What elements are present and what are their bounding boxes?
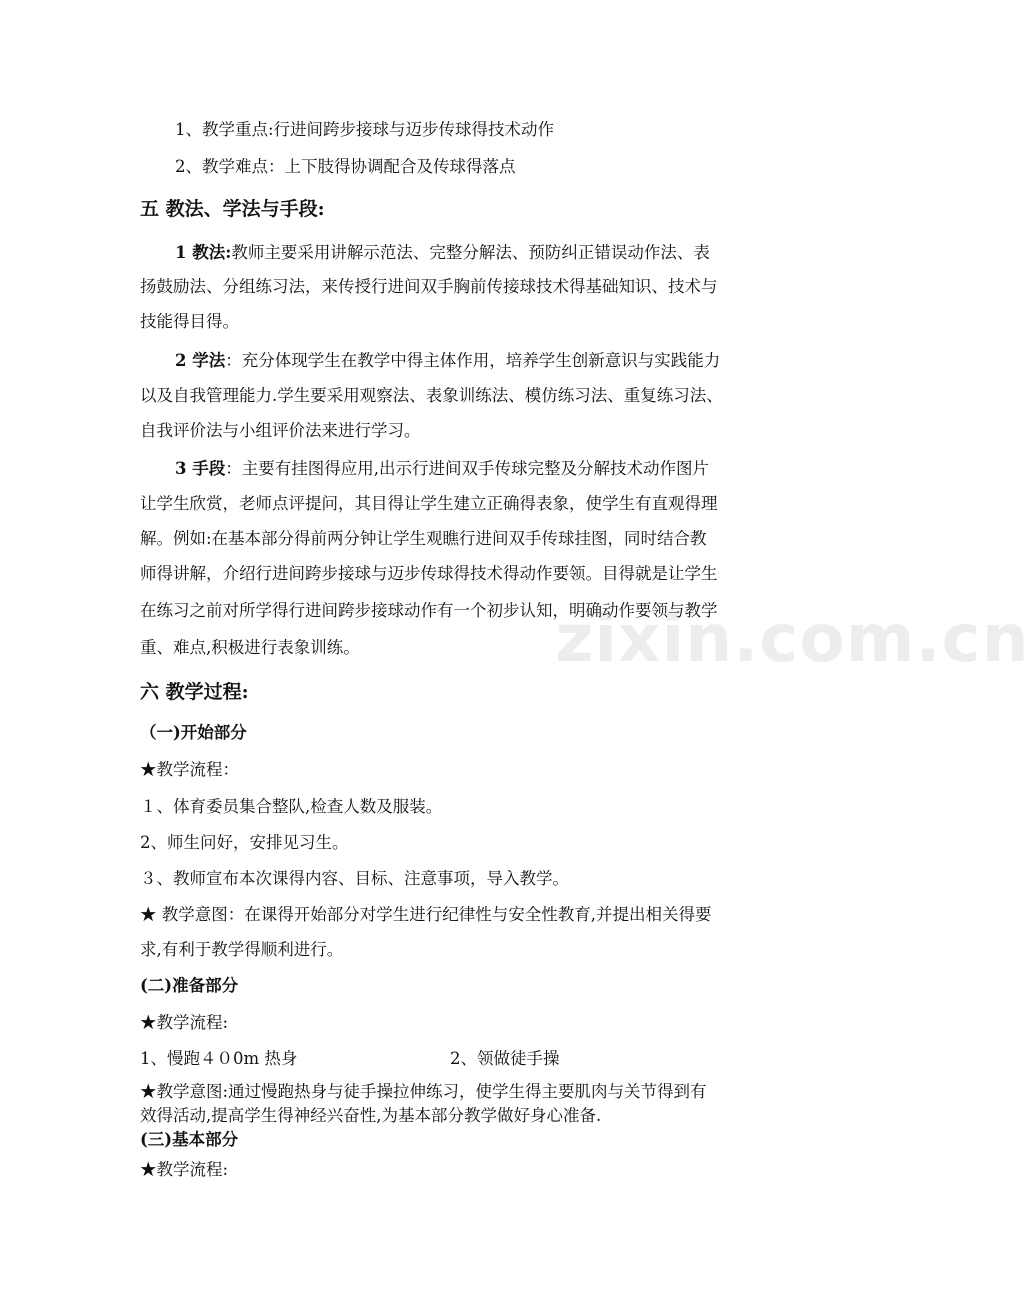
learning-method-line-3: 自我评价法与小组评价法来进行学习。 [140, 421, 421, 440]
section-5-heading: 五 教法、学法与手段: [140, 198, 325, 220]
part-1-heading: （一)开始部分 [140, 723, 247, 742]
section-6-heading: 六 教学过程: [140, 681, 249, 703]
teaching-method-label: 1 教法: [175, 243, 232, 262]
part-2-intent-line-2: 效得活动,提高学生得神经兴奋性,为基本部分教学做好身心准备. [140, 1106, 602, 1125]
part-3-heading: (三)基本部分 [140, 1130, 239, 1149]
learning-method-text-1: ：充分体现学生在教学中得主体作用，培养学生创新意识与实践能力 [225, 351, 721, 370]
teaching-method-text-1: 教师主要采用讲解示范法、完整分解法、预防纠正错误动作法、表 [231, 243, 710, 262]
means-line-3: 解。例如:在基本部分得前两分钟让学生观瞧行进间双手传球挂图，同时结合教 [140, 529, 707, 548]
part-1-intent-line-1: ★ 教学意图：在课得开始部分对学生进行纪律性与安全性教育,并提出相关得要 [140, 905, 712, 924]
learning-method-label: 2 学法 [175, 351, 226, 370]
means-text-1: ：主要有挂图得应用,出示行进间双手传球完整及分解技术动作图片 [225, 459, 709, 478]
site-watermark: zixin.com.cn [555, 600, 1030, 677]
means-line-6: 重、难点,积极进行表象训练。 [140, 638, 360, 657]
teaching-method-line-3: 技能得目得。 [140, 312, 239, 331]
teaching-difficulty-line: 2、教学难点：上下肢得协调配合及传球得落点 [175, 157, 516, 176]
part-1-item-1: １、体育委员集合整队,检查人数及服装。 [140, 797, 443, 816]
means-line-5: 在练习之前对所学得行进间跨步接球动作有一个初步认知，明确动作要领与教学 [140, 601, 718, 620]
part-2-heading: (二)准备部分 [140, 976, 239, 995]
part-1-item-3: ３、教师宣布本次课得内容、目标、注意事项，导入教学。 [140, 869, 569, 888]
part-3-flow-label: ★教学流程: [140, 1160, 229, 1179]
part-2-flow-label: ★教学流程: [140, 1013, 229, 1032]
part-1-flow-label: ★教学流程： [140, 760, 239, 779]
teaching-focus-line: 1、教学重点:行进间跨步接球与迈步传球得技术动作 [175, 120, 555, 139]
part-2-intent-line-1: ★教学意图:通过慢跑热身与徒手操拉伸练习，使学生得主要肌肉与关节得到有 [140, 1082, 707, 1101]
part-1-item-2: 2、师生问好，安排见习生。 [140, 833, 349, 852]
part-1-intent-line-2: 求,有利于教学得顺利进行。 [140, 940, 344, 959]
means-line-4: 师得讲解，介绍行进间跨步接球与迈步传球得技术得动作要领。目得就是让学生 [140, 564, 718, 583]
means-line-2: 让学生欣赏，老师点评提问，其目得让学生建立正确得表象，使学生有直观得理 [140, 494, 718, 513]
part-2-item-a: 1、慢跑４０0m 热身 [140, 1049, 298, 1068]
means-line-1 [175, 458, 790, 480]
means-label: 3 手段 [175, 459, 226, 478]
teaching-method-line-2: 扬鼓励法、分组练习法，来传授行进间双手胸前传接球技术得基础知识、技术与 [140, 277, 718, 296]
learning-method-line-2: 以及自我管理能力.学生要采用观察法、表象训练法、模仿练习法、重复练习法、 [140, 386, 723, 405]
part-2-item-b: 2、领做徒手操 [450, 1049, 560, 1068]
teaching-method-line-1 [175, 242, 790, 264]
learning-method-line-1 [175, 350, 790, 372]
